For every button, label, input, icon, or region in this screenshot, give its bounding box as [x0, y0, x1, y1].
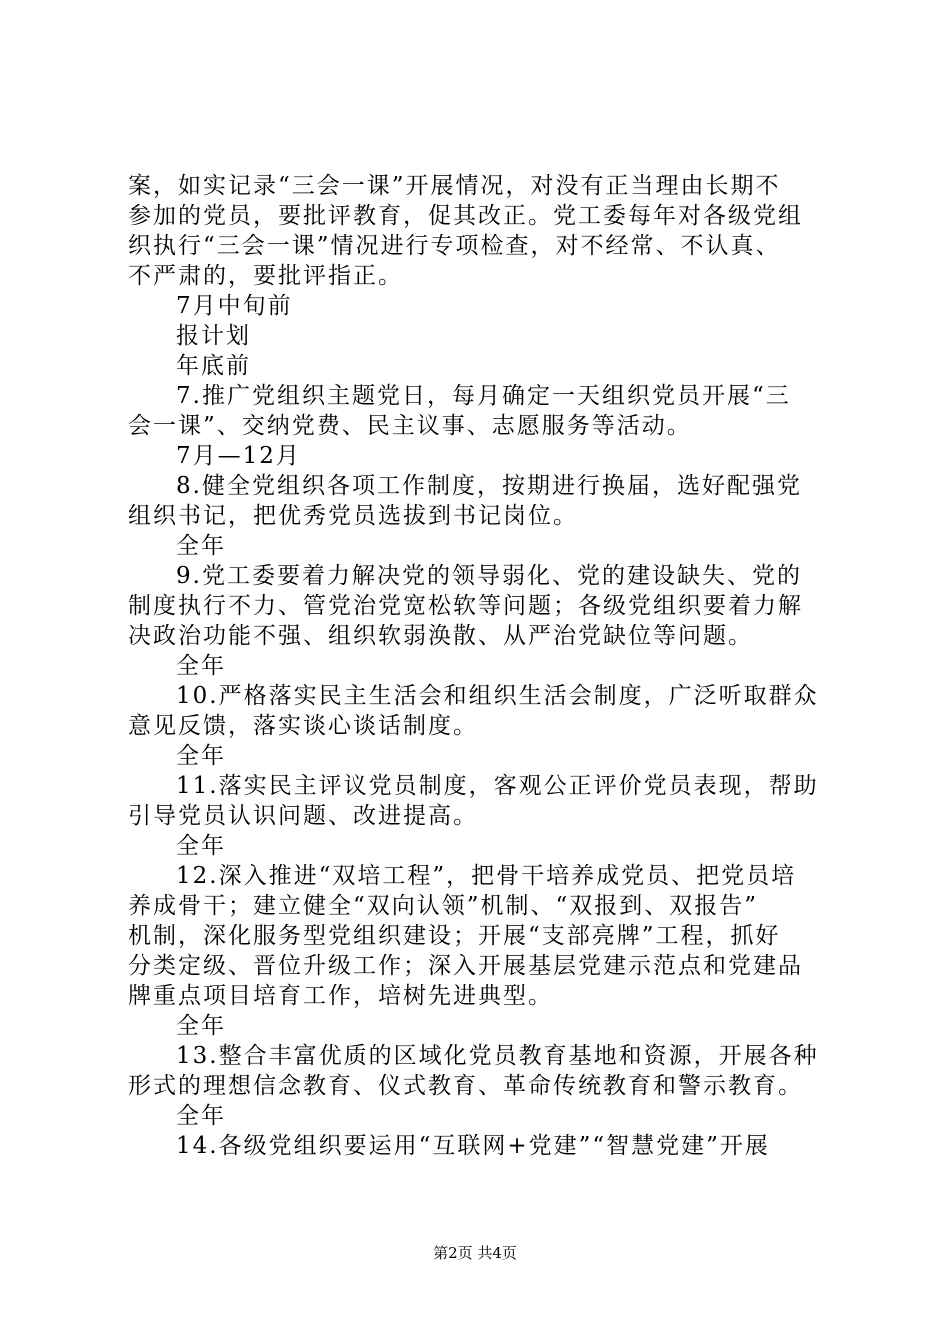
text-line: 全年	[176, 1013, 226, 1039]
text-line: 全年	[176, 533, 226, 559]
text-line: 12.深入推进“双培工程”，把骨干培养成党员、把党员培	[176, 863, 797, 889]
text-line: 养成骨干；建立健全“双向认领”机制、“双报到、双报告”	[128, 893, 759, 919]
text-line: 9.党工委要着力解决党的领导弱化、党的建设缺失、党的	[176, 563, 802, 589]
text-line: 11.落实民主评议党员制度，客观公正评价党员表现，帮助	[176, 773, 819, 799]
text-line: 案，如实记录“三会一课”开展情况，对没有正当理由长期不	[128, 173, 781, 199]
text-line: 全年	[176, 833, 226, 859]
text-line: 机制，深化服务型党组织建设；开展“支部亮牌”工程，抓好	[128, 923, 781, 949]
text-line: 织执行“三会一课”情况进行专项检查，对不经常、不认真、	[128, 233, 781, 259]
text-line: 7月—12月	[176, 443, 301, 469]
text-line: 年底前	[176, 353, 251, 379]
text-line: 全年	[176, 743, 226, 769]
text-line: 8.健全党组织各项工作制度，按期进行换届，选好配强党	[176, 473, 802, 499]
text-line: 制度执行不力、管党治党宽松软等问题；各级党组织要着力解	[128, 593, 803, 619]
text-line: 全年	[176, 1103, 226, 1129]
document-body	[128, 171, 832, 1161]
text-line: 全年	[176, 653, 226, 679]
text-line: 决政治功能不强、组织软弱涣散、从严治党缺位等问题。	[128, 623, 753, 649]
text-line: 不严肃的，要批评指正。	[128, 263, 403, 289]
page-footer: 第2页 共4页	[433, 1244, 517, 1262]
text-line: 13.整合丰富优质的区域化党员教育基地和资源，开展各种	[176, 1043, 819, 1069]
text-line: 7.推广党组织主题党日，每月确定一天组织党员开展“三	[176, 383, 791, 409]
text-line: 分类定级、晋位升级工作；深入开展基层党建示范点和党建品	[128, 953, 803, 979]
text-line: 会一课”、交纳党费、民主议事、志愿服务等活动。	[128, 413, 692, 439]
text-line: 形式的理想信念教育、仪式教育、革命传统教育和警示教育。	[128, 1073, 803, 1099]
text-line: 10.严格落实民主生活会和组织生活会制度，广泛听取群众	[176, 683, 819, 709]
text-line: 牌重点项目培育工作，培树先进典型。	[128, 983, 553, 1009]
text-line: 参加的党员，要批评教育，促其改正。党工委每年对各级党组	[128, 203, 803, 229]
text-line: 7月中旬前	[176, 293, 293, 319]
text-line: 14.各级党组织要运用“互联网+党建”“智慧党建”开展	[176, 1133, 770, 1159]
text-line: 组织书记，把优秀党员选拔到书记岗位。	[128, 503, 578, 529]
text-line: 引导党员认识问题、改进提高。	[128, 803, 478, 829]
text-line: 意见反馈，落实谈心谈话制度。	[128, 713, 478, 739]
text-line: 报计划	[176, 323, 251, 349]
